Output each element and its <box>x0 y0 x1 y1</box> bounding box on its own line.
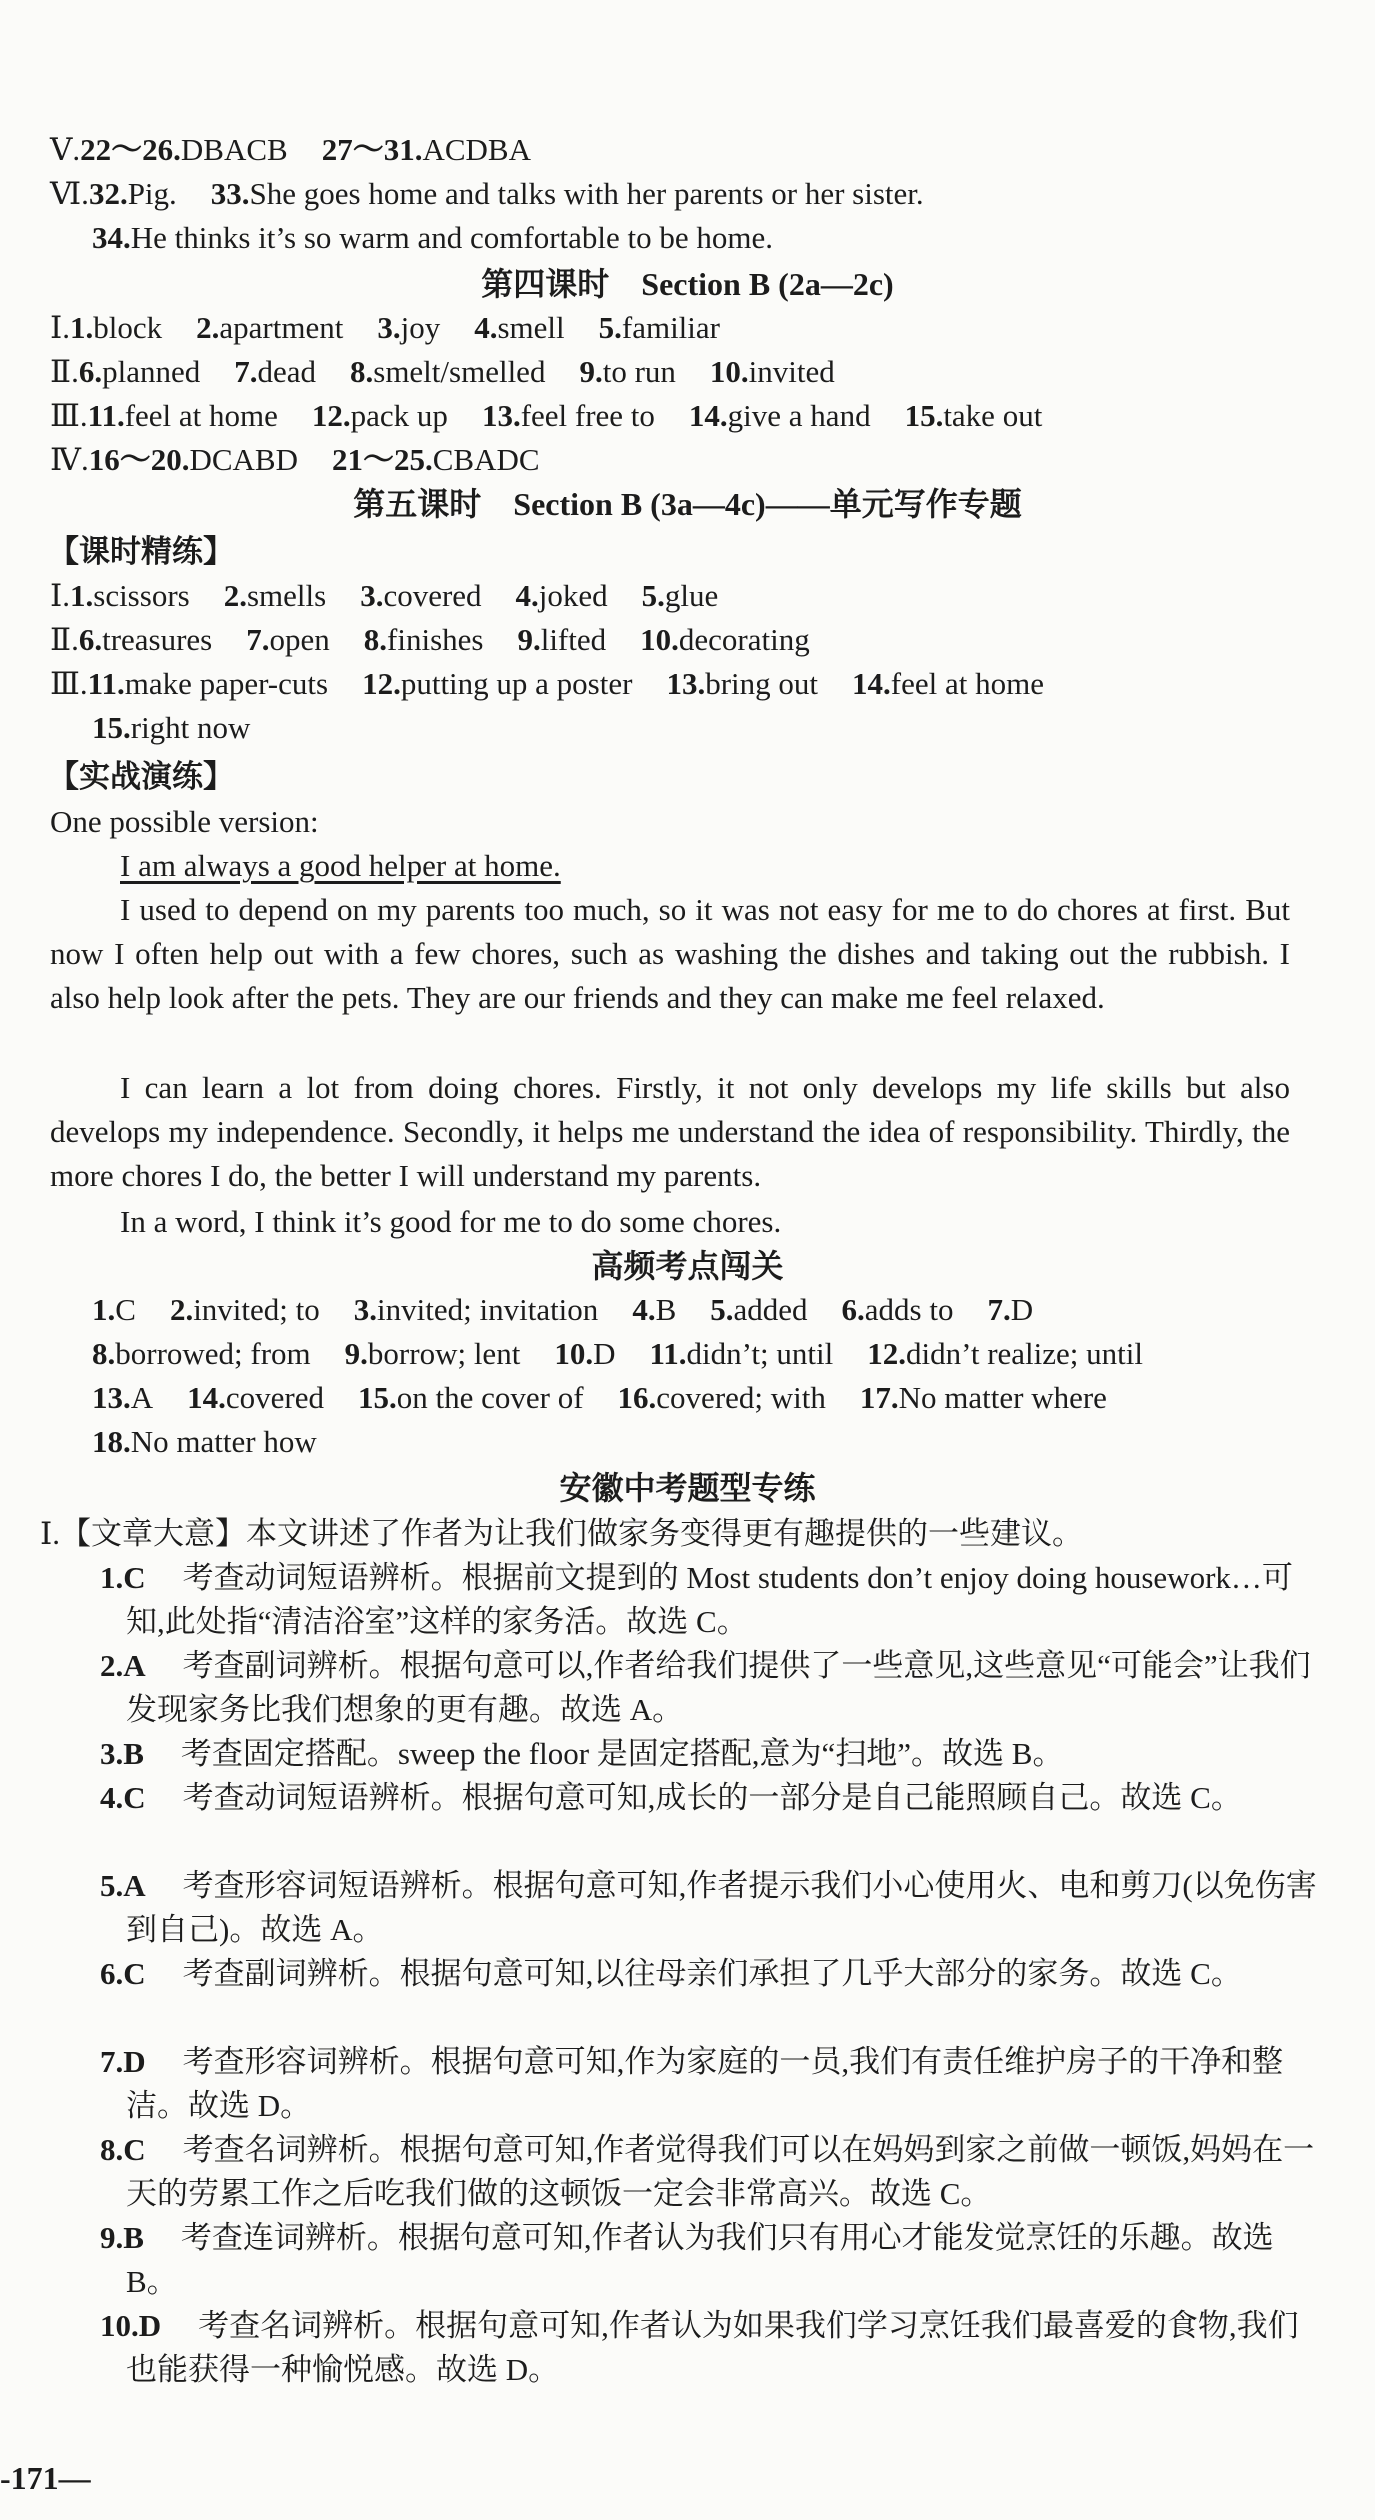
answer-item <box>710 350 835 394</box>
item-number: 16～20. <box>88 442 190 477</box>
answer-line <box>92 1288 1325 1332</box>
answer-item <box>867 1332 1143 1376</box>
answer-item <box>649 1332 833 1376</box>
item-answer: block <box>93 310 163 345</box>
item-answer: covered <box>225 1380 324 1415</box>
answer-item <box>312 394 448 438</box>
anhui-intro: Ⅰ.【文章大意】本文讲述了作者为让我们做家务变得更有趣提供的一些建议。 <box>40 1516 1083 1551</box>
item-number: 4. <box>632 1292 656 1327</box>
answer-item <box>842 1288 954 1332</box>
item-answer: DBACB <box>180 132 288 167</box>
practice-tag: 【课时精练】 <box>48 534 234 569</box>
explanation-text: 考查动词短语辨析。根据句意可知,成长的一部分是自己能照顾自己。故选 C。 <box>151 1780 1242 1815</box>
item-number: 11. <box>87 666 125 701</box>
answer-item <box>92 1420 317 1464</box>
answer-item <box>474 306 564 350</box>
item-answer: lifted <box>540 622 607 657</box>
item-number: 8. <box>350 354 374 389</box>
item-number: 13. <box>666 666 706 701</box>
item-answer: Pig. <box>127 176 177 211</box>
answer-line <box>50 438 1325 482</box>
drill-tag: 【实战演练】 <box>48 759 234 794</box>
answer-line <box>50 306 1325 350</box>
essay-paragraph-1: I used to depend on my parents too much, so it was not easy for me to do chores at first. But now I often help out with a few chores, such as washing the dishes and taking out the rubbish. I also help look after the pets. They are our friends and they can make me feel relaxed. <box>50 892 1290 1015</box>
item-number: 4. <box>474 310 498 345</box>
explanation-item <box>100 2216 1321 2304</box>
answer-item <box>710 1288 807 1332</box>
item-answer: make paper-cuts <box>124 666 329 701</box>
item-answer: feel free to <box>520 398 655 433</box>
item-number: 15. <box>904 398 944 433</box>
item-number: 12. <box>867 1336 906 1371</box>
answer-item <box>377 306 440 350</box>
answer-item <box>350 350 545 394</box>
answer-item <box>246 618 330 662</box>
item-answer: D <box>593 1336 616 1371</box>
item-number: 1. <box>92 1292 116 1327</box>
answer-item <box>88 394 278 438</box>
item-number: 9. <box>517 622 541 657</box>
explanation-item <box>100 2040 1321 2128</box>
item-answer: decorating <box>678 622 810 657</box>
item-number: 15. <box>92 710 131 745</box>
explanation-number: 8.C <box>100 2132 146 2167</box>
page-number: -171— <box>0 2460 91 2496</box>
item-answer: open <box>269 622 330 657</box>
item-answer: added <box>733 1292 808 1327</box>
item-number: 8. <box>363 622 388 657</box>
explanation-text: 考查形容词辨析。根据句意可知,作为家庭的一员,我们有责任维护房子的干净和整洁。故选 D。 <box>126 2044 1284 2123</box>
answer-item <box>860 1376 1107 1420</box>
item-number: 6. <box>841 1292 865 1327</box>
item-number: 18. <box>92 1424 131 1459</box>
item-answer: putting up a poster <box>400 666 633 701</box>
item-answer: joked <box>538 578 608 613</box>
answer-item <box>852 662 1044 706</box>
item-number: 27～31. <box>321 132 423 167</box>
item-number: 2. <box>169 1292 194 1327</box>
roman-numeral: Ⅱ. <box>50 622 79 657</box>
item-answer: invited; invitation <box>377 1292 599 1327</box>
answer-item <box>224 574 326 618</box>
roman-numeral: Ⅲ. <box>50 666 88 701</box>
explanation-item <box>100 2304 1321 2392</box>
explanation-item <box>100 1644 1321 1732</box>
item-answer: treasures <box>102 622 213 657</box>
item-number: 6. <box>78 622 103 657</box>
item-number: 17. <box>859 1380 899 1415</box>
item-answer: planned <box>102 354 201 389</box>
item-number: 8. <box>92 1336 116 1371</box>
answer-item <box>234 350 316 394</box>
roman-numeral: Ⅴ. <box>50 132 81 167</box>
answer-line <box>92 706 1325 750</box>
item-number: 21～25. <box>332 442 433 477</box>
roman-numeral: Ⅲ. <box>50 398 88 433</box>
item-answer: borrowed; from <box>115 1336 311 1371</box>
item-number: 10. <box>709 354 749 389</box>
item-number: 5. <box>598 310 622 345</box>
item-answer: didn’t realize; until <box>905 1336 1143 1371</box>
roman-numeral: Ⅳ. <box>50 442 89 477</box>
answer-line <box>50 394 1325 438</box>
answer-item <box>211 172 924 216</box>
item-answer: D <box>1010 1292 1034 1327</box>
item-answer: pack up <box>350 398 448 433</box>
item-number: 4. <box>515 578 539 613</box>
item-answer: to run <box>602 354 676 389</box>
answer-item <box>79 350 200 394</box>
item-answer: give a hand <box>727 398 871 433</box>
explanation-text: 考查副词辨析。根据句意可知,以往母亲们承担了几乎大部分的家务。故选 C。 <box>151 1956 1242 1991</box>
item-number: 12. <box>362 666 401 701</box>
item-number: 34. <box>92 220 131 255</box>
answer-item <box>89 172 177 216</box>
item-number: 1. <box>70 310 94 345</box>
answer-item <box>196 306 343 350</box>
answer-item <box>689 394 871 438</box>
answer-item <box>905 394 1043 438</box>
explanation-text: 考查形容词短语辨析。根据句意可知,作者提示我们小心使用火、电和剪刀(以免伤害到自己)。故选 A。 <box>126 1868 1317 1947</box>
item-number: 9. <box>579 354 603 389</box>
essay-paragraph-3: In a word, I think it’s good for me to do some chores. <box>120 1204 782 1239</box>
item-number: 11. <box>649 1336 687 1371</box>
answer-line <box>50 662 1325 706</box>
item-number: 13. <box>92 1380 131 1415</box>
item-number: 7. <box>234 354 258 389</box>
answer-item <box>579 350 675 394</box>
item-number: 3. <box>360 578 384 613</box>
item-number: 14. <box>688 398 728 433</box>
answer-item <box>640 618 810 662</box>
item-answer: bring out <box>705 666 818 701</box>
answer-item <box>517 618 606 662</box>
answer-item <box>599 306 720 350</box>
item-answer: scissors <box>93 578 190 613</box>
item-number: 14. <box>187 1380 226 1415</box>
answer-item <box>80 128 288 172</box>
item-answer: invited <box>748 354 835 389</box>
item-number: 16. <box>617 1380 657 1415</box>
roman-numeral: Ⅰ. <box>50 310 70 345</box>
high-frequency-title: 高频考点闯关 <box>591 1248 784 1284</box>
answer-line <box>50 350 1325 394</box>
item-answer: didn’t; until <box>686 1336 834 1371</box>
item-number: 33. <box>210 176 250 211</box>
item-answer: invited; to <box>193 1292 320 1327</box>
answer-item <box>170 1288 320 1332</box>
item-answer: adds to <box>864 1292 954 1327</box>
explanation-text: 考查固定搭配。sweep the floor 是固定搭配,意为“扫地”。故选 B。 <box>149 1736 1064 1771</box>
answer-item <box>187 1376 324 1420</box>
roman-numeral: Ⅵ. <box>50 176 89 211</box>
answer-item <box>88 662 328 706</box>
answer-item <box>987 1288 1033 1332</box>
item-answer: B <box>655 1292 677 1327</box>
item-answer: He thinks it’s so warm and comfortable to be home. <box>130 220 774 255</box>
essay-title: I am always a good helper at home. <box>120 848 561 883</box>
item-answer: A <box>130 1380 154 1415</box>
item-number: 1. <box>70 578 94 613</box>
answer-item <box>92 1332 311 1376</box>
roman-numeral: Ⅰ. <box>50 578 70 613</box>
explanation-number: 1.C <box>100 1560 146 1595</box>
section4-title: 第四课时 Section B (2a—2c) <box>481 266 894 302</box>
answer-item <box>92 216 773 260</box>
explanation-item <box>100 2128 1321 2216</box>
anhui-title: 安徽中考题型专练 <box>559 1470 816 1506</box>
answer-item <box>666 662 818 706</box>
answer-line <box>50 172 1325 216</box>
explanation-item <box>100 1776 1321 1820</box>
answer-item <box>92 1288 136 1332</box>
answer-item <box>70 306 162 350</box>
explanation-text: 考查副词辨析。根据句意可以,作者给我们提供了一些意见,这些意见“可能会”让我们发现家务比我们想象的更有趣。故选 A。 <box>126 1648 1311 1727</box>
item-number: 5. <box>641 578 665 613</box>
explanation-item <box>100 1556 1321 1644</box>
explanation-number: 2.A <box>100 1648 146 1683</box>
item-answer: smell <box>497 310 565 345</box>
answer-item <box>92 1376 153 1420</box>
explanation-number: 10.D <box>100 2308 162 2343</box>
item-answer: glue <box>664 578 719 613</box>
item-answer: apartment <box>219 310 344 345</box>
answer-item <box>618 1376 826 1420</box>
item-answer: ACDBA <box>422 132 531 167</box>
item-answer: DCABD <box>189 442 298 477</box>
item-answer: covered; with <box>656 1380 826 1415</box>
answer-line <box>92 1332 1325 1376</box>
answer-item <box>70 574 190 618</box>
explanation-item <box>100 1952 1321 1996</box>
explanation-text: 考查名词辨析。根据句意可知,作者觉得我们可以在妈妈到家之前做一顿饭,妈妈在一天的劳累工作之后吃我们做的这顿饭一定会非常高兴。故选 C。 <box>126 2132 1315 2211</box>
item-answer: smelt/smelled <box>373 354 546 389</box>
answer-line <box>50 618 1325 662</box>
explanation-number: 4.C <box>100 1780 146 1815</box>
item-answer: take out <box>943 398 1043 433</box>
item-number: 2. <box>196 310 220 345</box>
answer-item <box>354 1288 599 1332</box>
answer-line <box>50 574 1325 618</box>
item-answer: smells <box>246 578 327 613</box>
item-answer: She goes home and talks with her parents or her sister. <box>249 176 924 211</box>
item-answer: on the cover of <box>396 1380 584 1415</box>
answer-item <box>362 662 632 706</box>
item-number: 9. <box>344 1336 368 1371</box>
section5-title: 第五课时 Section B (3a—4c)——单元写作专题 <box>353 486 1022 522</box>
answer-item <box>364 618 484 662</box>
item-number: 5. <box>710 1292 734 1327</box>
item-number: 10. <box>554 1336 594 1371</box>
explanation-number: 5.A <box>100 1868 146 1903</box>
essay-intro: One possible version: <box>50 804 319 839</box>
answer-item <box>516 574 608 618</box>
item-number: 22～26. <box>80 132 181 167</box>
item-number: 6. <box>78 354 103 389</box>
explanation-number: 3.B <box>100 1736 144 1771</box>
item-answer: feel at home <box>124 398 278 433</box>
answer-item <box>345 1332 521 1376</box>
item-number: 32. <box>88 176 128 211</box>
explanation-text: 考查连词辨析。根据句意可知,作者认为我们只有用心才能发觉烹饪的乐趣。故选 B。 <box>126 2220 1274 2299</box>
item-number: 7. <box>246 622 270 657</box>
item-answer: right now <box>130 710 251 745</box>
item-number: 13. <box>481 398 521 433</box>
essay-paragraph-2: I can learn a lot from doing chores. Firstly, it not only develops my life skills but also develops my independence. Secondly, it helps me understand the idea of responsibility. Thirdly, the more chores I do, the better I will understand my parents. <box>50 1070 1290 1193</box>
answer-item <box>332 438 540 482</box>
roman-numeral: Ⅱ. <box>50 354 79 389</box>
item-number: 12. <box>311 398 351 433</box>
item-answer: No matter where <box>898 1380 1107 1415</box>
item-number: 3. <box>353 1292 378 1327</box>
item-number: 15. <box>358 1380 397 1415</box>
item-answer: feel at home <box>890 666 1044 701</box>
item-answer: borrow; lent <box>367 1336 521 1371</box>
answer-item <box>89 438 298 482</box>
answer-line <box>92 1420 1325 1464</box>
explanation-text: 考查名词辨析。根据句意可知,作者认为如果我们学习烹饪我们最喜爱的食物,我们也能获得一种愉悦感。故选 D。 <box>126 2308 1299 2387</box>
answer-line <box>92 216 1325 260</box>
item-answer: familiar <box>621 310 720 345</box>
item-answer: No matter how <box>130 1424 317 1459</box>
answer-item <box>360 574 481 618</box>
item-answer: joy <box>400 310 441 345</box>
answer-item <box>92 706 250 750</box>
explanation-number: 7.D <box>100 2044 146 2079</box>
item-answer: CBADC <box>432 442 540 477</box>
explanation-item <box>100 1732 1321 1776</box>
item-answer: dead <box>257 354 316 389</box>
item-number: 2. <box>223 578 247 613</box>
item-number: 7. <box>987 1292 1011 1327</box>
explanation-item <box>100 1864 1321 1952</box>
answer-item <box>322 128 531 172</box>
item-number: 11. <box>87 398 125 433</box>
answer-line <box>50 128 1325 172</box>
answer-item <box>632 1288 676 1332</box>
answer-item <box>554 1332 615 1376</box>
answer-item <box>642 574 719 618</box>
answer-item <box>482 394 655 438</box>
answer-line <box>92 1376 1325 1420</box>
item-number: 14. <box>852 666 891 701</box>
explanation-number: 9.B <box>100 2220 144 2255</box>
answer-item <box>358 1376 584 1420</box>
item-number: 10. <box>640 622 679 657</box>
explanation-number: 6.C <box>100 1956 146 1991</box>
answer-item <box>79 618 212 662</box>
item-answer: covered <box>383 578 482 613</box>
item-answer: C <box>115 1292 136 1327</box>
explanation-text: 考查动词短语辨析。根据前文提到的 Most students don’t enjoy doing housework…可知,此处指“清洁浴室”这样的家务活。故选 C。 <box>126 1560 1293 1639</box>
item-number: 3. <box>377 310 401 345</box>
item-answer: finishes <box>387 622 484 657</box>
